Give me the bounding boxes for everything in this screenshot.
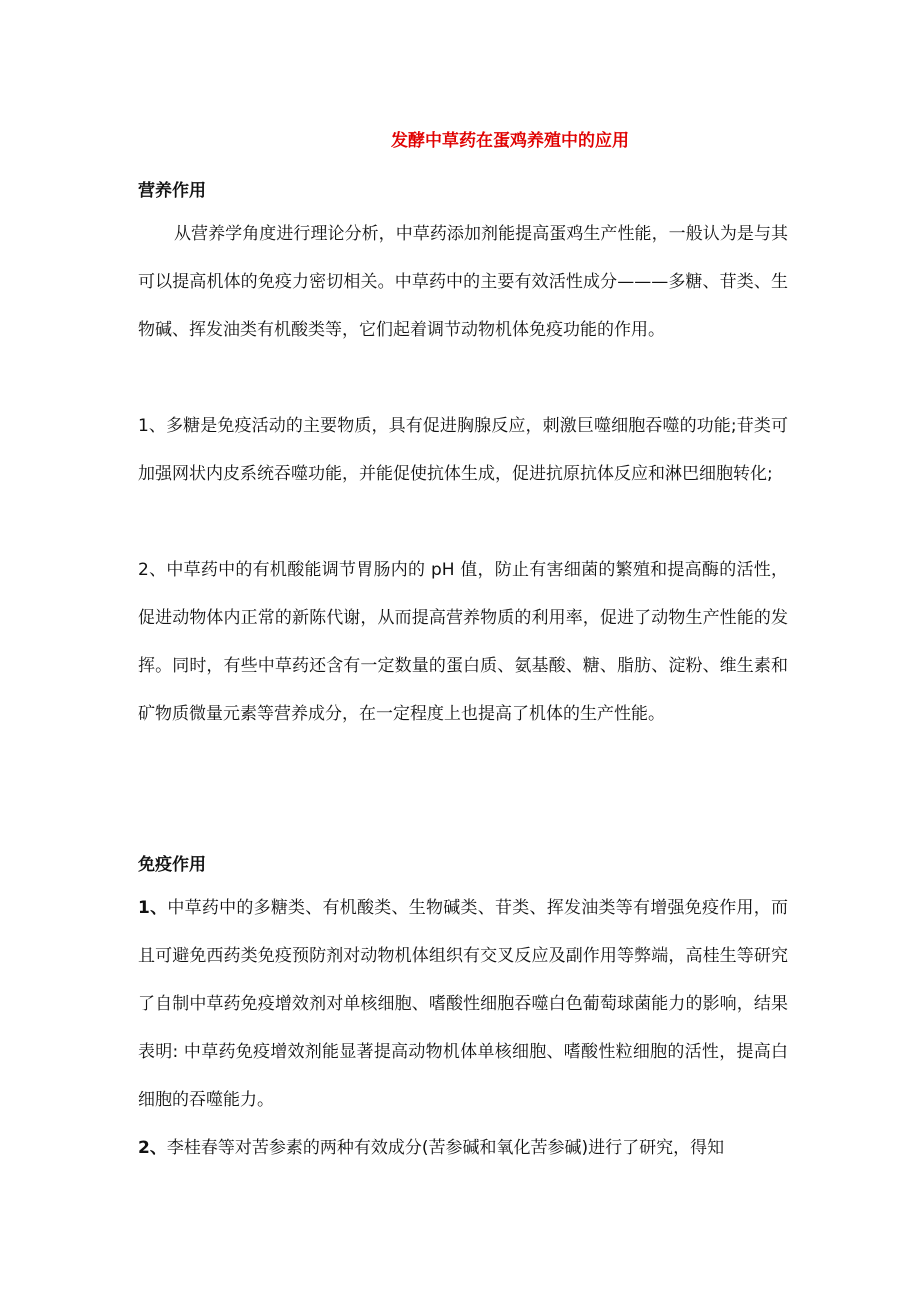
paragraph-immunity-item-2 [138, 1124, 788, 1172]
section-heading-immunity: 免疫作用 [138, 855, 206, 875]
paragraph-intro: 从营养学角度进行理论分析，中草药添加剂能提高蛋鸡生产性能，一般认为是与其可以提高机体的免疫力密切相关。中草药中的主要有效活性成分———多糖、苷类、生物碱、挥发油类有机酸类等，它们起着调节动物机体免疫功能的作用。 [138, 224, 788, 340]
list-number: 1、 [138, 898, 168, 918]
document-title: 发酵中草药在蛋鸡养殖中的应用 [391, 131, 629, 151]
paragraph-item-2: 2、中草药中的有机酸能调节胃肠内的 pH 值，防止有害细菌的繁殖和提高酶的活性，促进动物体内正常的新陈代谢，从而提高营养物质的利用率，促进了动物生产性能的发挥。同时，有些中草药还含有一定数量的蛋白质、氨基酸、糖、脂肪、淀粉、维生素和矿物质微量元素等营养成分，在一定程度上也提高了机体的生产性能。 [138, 560, 788, 724]
section-heading-nutrition: 营养作用 [138, 181, 206, 201]
paragraph-text: 中草药中的多糖类、有机酸类、生物碱类、苷类、挥发油类等有增强免疫作用，而且可避免西药类免疫预防剂对动物机体组织有交叉反应及副作用等弊端，高桂生等研究了自制中草药免疫增效剂对单核细胞、嗜酸性细胞吞噬白色葡萄球菌能力的影响，结果表明: 中草药免疫增效剂能显著提高动物机体单核细胞、嗜酸性粒细胞的活性，提高白细胞的吞噬能力。 [138, 898, 788, 1110]
list-number: 2、 [138, 1138, 167, 1158]
paragraph-item-1: 1、多糖是免疫活动的主要物质，具有促进胸腺反应，刺激巨噬细胞吞噬的功能;苷类可加强网状内皮系统吞噬功能，并能促使抗体生成，促进抗原抗体反应和淋巴细胞转化; [138, 416, 788, 484]
paragraph-text: 李桂春等对苦参素的两种有效成分(苦参碱和氧化苦参碱)进行了研究，得知 [166, 1138, 725, 1158]
paragraph-immunity-item-1 [138, 884, 788, 1124]
